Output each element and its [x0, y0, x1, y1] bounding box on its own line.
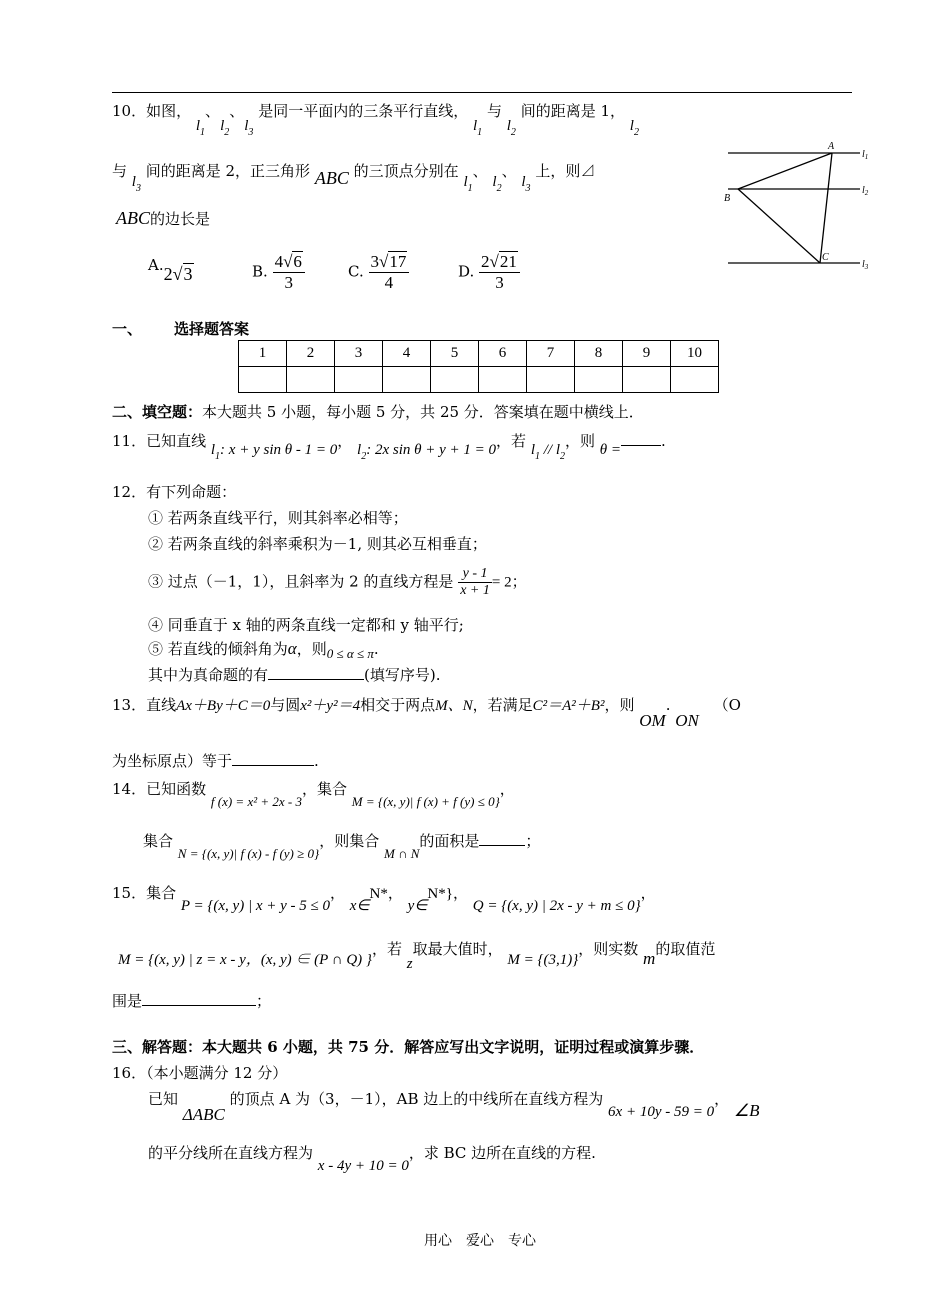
q12-item-2: ② 若两条直线的斜率乘积为－1, 则其必互相垂直； [148, 535, 487, 553]
q10-line3: ABC的边长是 [116, 208, 211, 228]
answer-header-cell: 2 [287, 341, 335, 367]
q15-line1: 15．集合 P = {(x, y) | x + y - 5 ≤ 0， x∈N*， y∈N*}， Q = {(x, y) | 2x - y + m ≤ 0}， [112, 884, 656, 914]
q14-line2: 集合 N = {(x, y)| f (x) - f (y) ≥ 0}，则集合 M ∩ N的面积是 ； [143, 832, 541, 861]
answer-table-blank-row [239, 367, 719, 393]
q10-option-b: B. $\frac{4√6}{3}$ [252, 252, 305, 293]
answer-cell[interactable] [239, 367, 287, 393]
answer-table [238, 340, 719, 393]
page-footer: 用心 爱心 专心 [424, 1233, 536, 1249]
q10-line2: 与 $l_3$ 间的距离是 2，正三角形 ABC 的三顶点分别在 $l_1$、 $l_2$、 $l_3$ 上，则⊿ [112, 162, 596, 194]
section3-heading: 三、解答题：本大题共 6 小题，共 75 分．解答应写出文字说明，证明过程或演算步骤． [112, 1038, 705, 1056]
answer-header-cell: 3 [335, 341, 383, 367]
q12-item-3: ③ 过点（－1，1），且斜率为 2 的直线方程是 $\frac{y - 1}{x + 1}$ = 2； [148, 566, 527, 598]
q12-head: 12．有下列命题： [112, 483, 237, 501]
q13-line1: 13．直线Ax＋By＋C＝0与圆x²＋y²＝4相交于两点M、N，若满足C²＝A²＋B²，则 OM· ON （O [112, 696, 741, 730]
answer-cell[interactable] [287, 367, 335, 393]
fig-label-l3: $l_3$ [862, 259, 869, 271]
q16-line1: 已知 ΔABC 的顶点 A 为（3，－1），AB 边上的中线所在直线方程为 6x + 10y - 59 = 0， ∠B [148, 1090, 760, 1124]
fig-side-ac [820, 153, 832, 263]
q14-answer-blank[interactable] [479, 845, 525, 846]
top-rule [112, 92, 852, 93]
answer-cell[interactable] [431, 367, 479, 393]
q10-option-d: D. $\frac{2√21}{3}$ [458, 252, 520, 293]
q16-head: 16．（本小题满分 12 分） [112, 1064, 288, 1082]
answer-cell[interactable] [383, 367, 431, 393]
parallel-lines-figure [720, 135, 880, 280]
q15-line2: M = {(x, y) | z = x - y，(x, y) ∈ (P ∩ Q) }，若 z取最大值时， M = {(3,1)}，则实数 m的取值范 [118, 940, 716, 972]
answer-header-cell: 1 [239, 341, 287, 367]
q10-line1: 10．如图， $l_1$、$l_2$、$l_3$ 是同一平面内的三条平行直线， $l_1$ 与 $l_2$ 间的距离是 1， $l_2$ [112, 102, 639, 138]
answer-header-cell: 6 [479, 341, 527, 367]
q15-answer-blank[interactable] [142, 1005, 256, 1006]
fig-label-b: B [724, 193, 731, 204]
q12-tail: 其中为真命题的有 (填写序号). [148, 666, 441, 684]
section2-heading: 二、填空题：本大题共 5 小题，每小题 5 分，共 25 分．答案填在题中横线上． [112, 403, 644, 421]
answer-cell[interactable] [527, 367, 575, 393]
answer-cell[interactable] [623, 367, 671, 393]
answer-header-cell: 10 [671, 341, 719, 367]
answer-header-cell: 9 [623, 341, 671, 367]
fig-label-l1: $l_1$ [862, 149, 869, 161]
q14-line1: 14．已知函数 f (x) = x² + 2x - 3，集合 M = {(x, y)| f (x) + f (y) ≤ 0}， [112, 780, 515, 809]
fig-label-l2: $l_2$ [862, 185, 869, 197]
answer-cell[interactable] [479, 367, 527, 393]
q12-item-5: ⑤ 若直线的倾斜角为α，则0 ≤ α ≤ π. [148, 639, 379, 661]
answer-cell[interactable] [335, 367, 383, 393]
fig-label-a: A [828, 141, 835, 152]
q11: 11．已知直线 $l_1$: x + y sin θ - 1 = 0， $l_2$: 2x sin θ + y + 1 = 0，若 $l_1 // l_2$，则 θ = . [112, 432, 666, 462]
answer-header-cell: 5 [431, 341, 479, 367]
answer-header-cell: 4 [383, 341, 431, 367]
q15-line3: 围是 ； [112, 992, 272, 1010]
fig-side-ab [738, 153, 832, 189]
q13-line2: 为坐标原点）等于 . [112, 752, 319, 770]
q10-option-c: C. $\frac{3√17}{4}$ [348, 252, 409, 293]
answer-header-cell: 8 [575, 341, 623, 367]
q11-answer-blank[interactable] [621, 445, 661, 446]
answer-table-header [239, 341, 719, 367]
fig-label-c: C [822, 252, 829, 263]
q16-line2: 的平分线所在直线方程为 x - 4y + 10 = 0，求 BC 边所在直线的方程. [148, 1144, 596, 1174]
fig-side-bc [738, 189, 820, 263]
q13-answer-blank[interactable] [232, 765, 314, 766]
q10-option-a: A.2√3 [148, 256, 193, 284]
q12-item-4: ④ 同垂直于 x 轴的两条直线一定都和 y 轴平行; [148, 616, 464, 634]
q12-item-1: ① 若两条直线平行，则其斜率必相等； [148, 509, 408, 527]
section1-heading: 一、 选择题答案 [112, 320, 250, 338]
answer-header-cell: 7 [527, 341, 575, 367]
answer-cell[interactable] [575, 367, 623, 393]
answer-cell[interactable] [671, 367, 719, 393]
q12-answer-blank[interactable] [268, 679, 364, 680]
